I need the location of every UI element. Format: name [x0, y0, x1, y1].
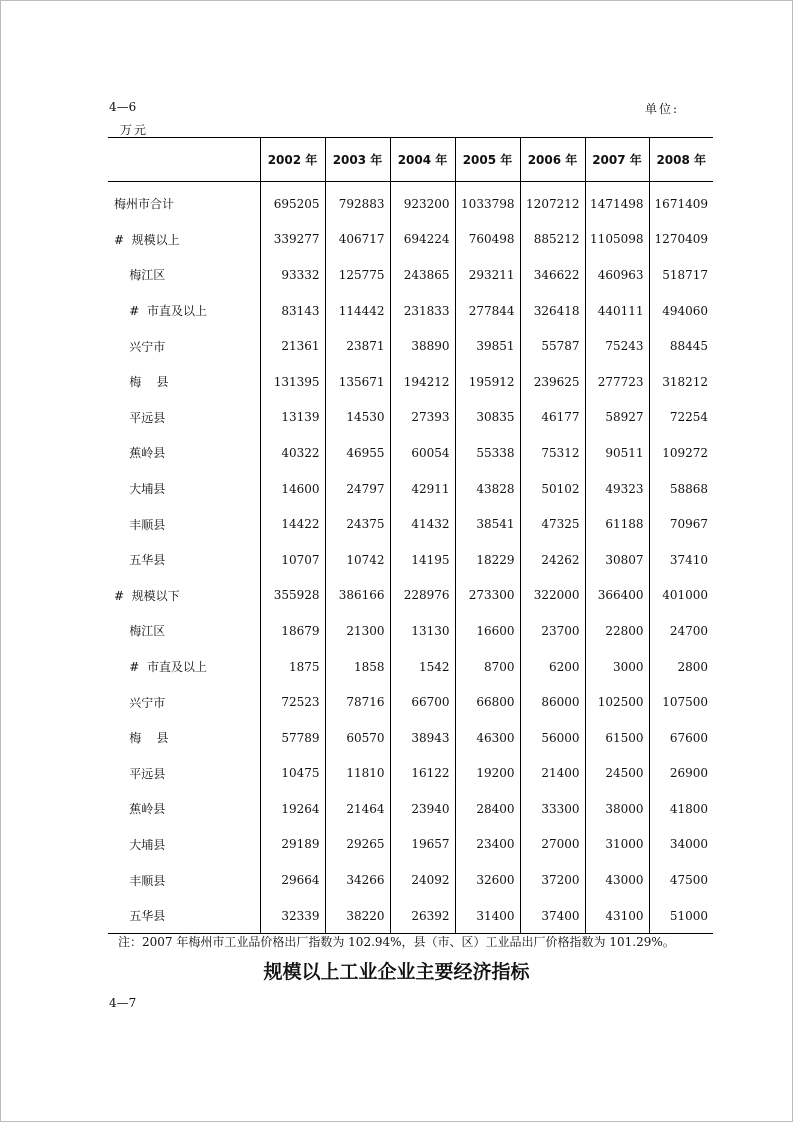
row-label: 蕉岭县 — [114, 446, 166, 461]
table-cell: 14195 — [390, 542, 455, 578]
table-cell: 34266 — [325, 862, 390, 898]
table-cell: 26900 — [649, 756, 713, 792]
table-cell: 75312 — [520, 435, 585, 471]
table-cell: 23940 — [390, 791, 455, 827]
table-cell: 406717 — [325, 222, 390, 258]
table-row — [108, 182, 713, 222]
table-cell: 277723 — [585, 364, 649, 400]
table-cell: 243865 — [390, 257, 455, 293]
table-cell: 38000 — [585, 791, 649, 827]
table-cell: 83143 — [260, 293, 325, 329]
row-label: 蕉岭县 — [114, 802, 166, 817]
table-cell: 47500 — [649, 862, 713, 898]
table-note: 注：2007 年梅州市工业品价格出厂指数为 102.94%，县（市、区）工业品出厂价格指数为 101.29%。 — [118, 935, 675, 949]
row-label: 梅 县 — [114, 375, 169, 390]
table-cell: 14422 — [260, 506, 325, 542]
row-label: # 规模以上 — [114, 232, 180, 247]
table-cell: 1105098 — [585, 222, 649, 258]
table-cell: 31000 — [585, 827, 649, 863]
table-cell: 26392 — [390, 898, 455, 934]
table-cell: 46955 — [325, 435, 390, 471]
table-cell: 518717 — [649, 257, 713, 293]
table-cell: 78716 — [325, 684, 390, 720]
table-header-row — [108, 138, 713, 182]
table-cell: 885212 — [520, 222, 585, 258]
table-cell: 34000 — [649, 827, 713, 863]
table-cell: 42911 — [390, 471, 455, 507]
unit-label: 单位: — [645, 102, 680, 116]
table-cell: 30835 — [455, 400, 520, 436]
row-label: # 规模以下 — [114, 588, 180, 603]
table-cell: 27000 — [520, 827, 585, 863]
row-label: 梅 县 — [114, 731, 169, 746]
table-cell: 13130 — [390, 613, 455, 649]
table-cell: 293211 — [455, 257, 520, 293]
table-cell: 760498 — [455, 222, 520, 258]
table-cell: 1542 — [390, 649, 455, 685]
table-cell: 318212 — [649, 364, 713, 400]
column-header: 2003 年 — [325, 138, 390, 182]
table-cell: 21300 — [325, 613, 390, 649]
table-cell: 43828 — [455, 471, 520, 507]
table-cell: 61188 — [585, 506, 649, 542]
table-row — [108, 364, 713, 400]
column-header: 2002 年 — [260, 138, 325, 182]
table-cell: 66800 — [455, 684, 520, 720]
row-label: 五华县 — [114, 553, 166, 568]
row-label: 丰顺县 — [114, 517, 166, 532]
table-cell: 14530 — [325, 400, 390, 436]
table-row — [108, 542, 713, 578]
table-cell: 46300 — [455, 720, 520, 756]
table-cell: 32339 — [260, 898, 325, 934]
table-row — [108, 756, 713, 792]
table-cell: 29664 — [260, 862, 325, 898]
table-cell: 21400 — [520, 756, 585, 792]
table-cell: 494060 — [649, 293, 713, 329]
row-label: 兴宁市 — [114, 339, 166, 354]
table-cell: 109272 — [649, 435, 713, 471]
row-label: 丰顺县 — [114, 873, 166, 888]
table-cell: 56000 — [520, 720, 585, 756]
table-cell: 21464 — [325, 791, 390, 827]
table-cell: 41432 — [390, 506, 455, 542]
row-label: # 市直及以上 — [114, 660, 207, 675]
table-cell: 43100 — [585, 898, 649, 934]
table-cell: 2800 — [649, 649, 713, 685]
table-cell: 18229 — [455, 542, 520, 578]
table-cell: 401000 — [649, 578, 713, 614]
table-cell: 14600 — [260, 471, 325, 507]
row-label: 平远县 — [114, 410, 166, 425]
table-cell: 75243 — [585, 328, 649, 364]
table-cell: 6200 — [520, 649, 585, 685]
table-cell: 58868 — [649, 471, 713, 507]
table-cell: 49323 — [585, 471, 649, 507]
table-cell: 10707 — [260, 542, 325, 578]
table-cell: 39851 — [455, 328, 520, 364]
table-cell: 38541 — [455, 506, 520, 542]
table-cell: 55338 — [455, 435, 520, 471]
table-cell: 18679 — [260, 613, 325, 649]
row-label: 平远县 — [114, 766, 166, 781]
table-cell: 37410 — [649, 542, 713, 578]
table-cell: 24092 — [390, 862, 455, 898]
table-cell: 1270409 — [649, 222, 713, 258]
table-cell: 24700 — [649, 613, 713, 649]
table-cell: 51000 — [649, 898, 713, 934]
table-cell: 114442 — [325, 293, 390, 329]
column-header: 2005 年 — [455, 138, 520, 182]
table-cell: 3000 — [585, 649, 649, 685]
table-cell: 355928 — [260, 578, 325, 614]
table-cell: 13139 — [260, 400, 325, 436]
table-cell: 23400 — [455, 827, 520, 863]
table-cell: 21361 — [260, 328, 325, 364]
table-cell: 695205 — [260, 182, 325, 222]
table-cell: 90511 — [585, 435, 649, 471]
table-cell: 66700 — [390, 684, 455, 720]
table-cell: 102500 — [585, 684, 649, 720]
table-code: 4—6 — [109, 100, 137, 114]
table-cell: 273300 — [455, 578, 520, 614]
table-cell: 23871 — [325, 328, 390, 364]
table-cell: 24797 — [325, 471, 390, 507]
table-cell: 37400 — [520, 898, 585, 934]
unit-value: 万元 — [120, 123, 149, 137]
table-cell: 231833 — [390, 293, 455, 329]
row-label: # 市直及以上 — [114, 304, 207, 319]
table-row — [108, 720, 713, 756]
column-header-blank — [108, 138, 260, 182]
table-row — [108, 471, 713, 507]
row-label: 五华县 — [108, 898, 260, 934]
table-cell: 29189 — [260, 827, 325, 863]
table-cell: 195912 — [455, 364, 520, 400]
table-row — [108, 862, 713, 898]
table-cell: 60054 — [390, 435, 455, 471]
table-cell: 37200 — [520, 862, 585, 898]
table-cell: 1875 — [260, 649, 325, 685]
table-cell: 31400 — [455, 898, 520, 934]
table-cell: 88445 — [649, 328, 713, 364]
table-cell: 1207212 — [520, 182, 585, 222]
table-cell: 32600 — [455, 862, 520, 898]
table-cell: 43000 — [585, 862, 649, 898]
table-cell: 228976 — [390, 578, 455, 614]
table-body — [108, 182, 713, 934]
table-cell: 440111 — [585, 293, 649, 329]
table-cell: 57789 — [260, 720, 325, 756]
data-table — [108, 137, 713, 934]
table-cell: 24262 — [520, 542, 585, 578]
table-row — [108, 222, 713, 258]
table-cell: 55787 — [520, 328, 585, 364]
table-cell: 125775 — [325, 257, 390, 293]
table-cell: 27393 — [390, 400, 455, 436]
table-cell: 19264 — [260, 791, 325, 827]
table-row — [108, 328, 713, 364]
table-cell: 38890 — [390, 328, 455, 364]
table-cell: 46177 — [520, 400, 585, 436]
table-row — [108, 578, 713, 614]
table-cell: 10475 — [260, 756, 325, 792]
table-cell: 460963 — [585, 257, 649, 293]
table-cell: 11810 — [325, 756, 390, 792]
table-cell: 339277 — [260, 222, 325, 258]
table-cell: 386166 — [325, 578, 390, 614]
table-cell: 923200 — [390, 182, 455, 222]
table-cell: 41800 — [649, 791, 713, 827]
table-cell: 33300 — [520, 791, 585, 827]
row-label: 兴宁市 — [114, 695, 166, 710]
table-cell: 61500 — [585, 720, 649, 756]
table-cell: 107500 — [649, 684, 713, 720]
table-cell: 8700 — [455, 649, 520, 685]
table-row — [108, 257, 713, 293]
table-cell: 50102 — [520, 471, 585, 507]
table-row — [108, 791, 713, 827]
row-label: 大埔县 — [114, 482, 166, 497]
table-cell: 346622 — [520, 257, 585, 293]
table-cell: 1671409 — [649, 182, 713, 222]
table-cell: 93332 — [260, 257, 325, 293]
table-cell: 40322 — [260, 435, 325, 471]
table-cell: 366400 — [585, 578, 649, 614]
table-cell: 10742 — [325, 542, 390, 578]
table-cell: 86000 — [520, 684, 585, 720]
table-row — [108, 649, 713, 685]
next-table-code: 4—7 — [109, 996, 137, 1010]
table-cell: 19657 — [390, 827, 455, 863]
section-title: 规模以上工业企业主要经济指标 — [263, 961, 530, 983]
table-row — [108, 435, 713, 471]
table-row — [108, 506, 713, 542]
table-cell: 70967 — [649, 506, 713, 542]
table-cell: 38943 — [390, 720, 455, 756]
column-header: 2004 年 — [390, 138, 455, 182]
table-row — [108, 684, 713, 720]
table-cell: 194212 — [390, 364, 455, 400]
table-cell: 239625 — [520, 364, 585, 400]
table-cell: 694224 — [390, 222, 455, 258]
table-cell: 16122 — [390, 756, 455, 792]
table-cell: 67600 — [649, 720, 713, 756]
table-cell: 38220 — [325, 898, 390, 934]
table-cell: 131395 — [260, 364, 325, 400]
column-header: 2007 年 — [585, 138, 649, 182]
table-cell: 72523 — [260, 684, 325, 720]
row-label: 梅江区 — [114, 268, 166, 283]
column-header: 2006 年 — [520, 138, 585, 182]
table-row — [108, 898, 713, 934]
table-cell: 1033798 — [455, 182, 520, 222]
table-row — [108, 613, 713, 649]
table-cell: 22800 — [585, 613, 649, 649]
table-row — [108, 293, 713, 329]
table-row — [108, 400, 713, 436]
column-header: 2008 年 — [649, 138, 713, 182]
table-cell: 19200 — [455, 756, 520, 792]
row-label: 梅州市合计 — [114, 197, 175, 212]
table-cell: 29265 — [325, 827, 390, 863]
table-cell: 792883 — [325, 182, 390, 222]
table-cell: 135671 — [325, 364, 390, 400]
table-cell: 24500 — [585, 756, 649, 792]
table-cell: 326418 — [520, 293, 585, 329]
table-row — [108, 827, 713, 863]
table-cell: 24375 — [325, 506, 390, 542]
table-cell: 72254 — [649, 400, 713, 436]
table-cell: 23700 — [520, 613, 585, 649]
table-cell: 1471498 — [585, 182, 649, 222]
table-cell: 1858 — [325, 649, 390, 685]
table-cell: 322000 — [520, 578, 585, 614]
row-label: 梅江区 — [114, 624, 166, 639]
row-label: 大埔县 — [114, 837, 166, 852]
table-cell: 28400 — [455, 791, 520, 827]
table-cell: 58927 — [585, 400, 649, 436]
table-cell: 47325 — [520, 506, 585, 542]
table-cell: 16600 — [455, 613, 520, 649]
table-cell: 30807 — [585, 542, 649, 578]
table-cell: 60570 — [325, 720, 390, 756]
table-cell: 277844 — [455, 293, 520, 329]
